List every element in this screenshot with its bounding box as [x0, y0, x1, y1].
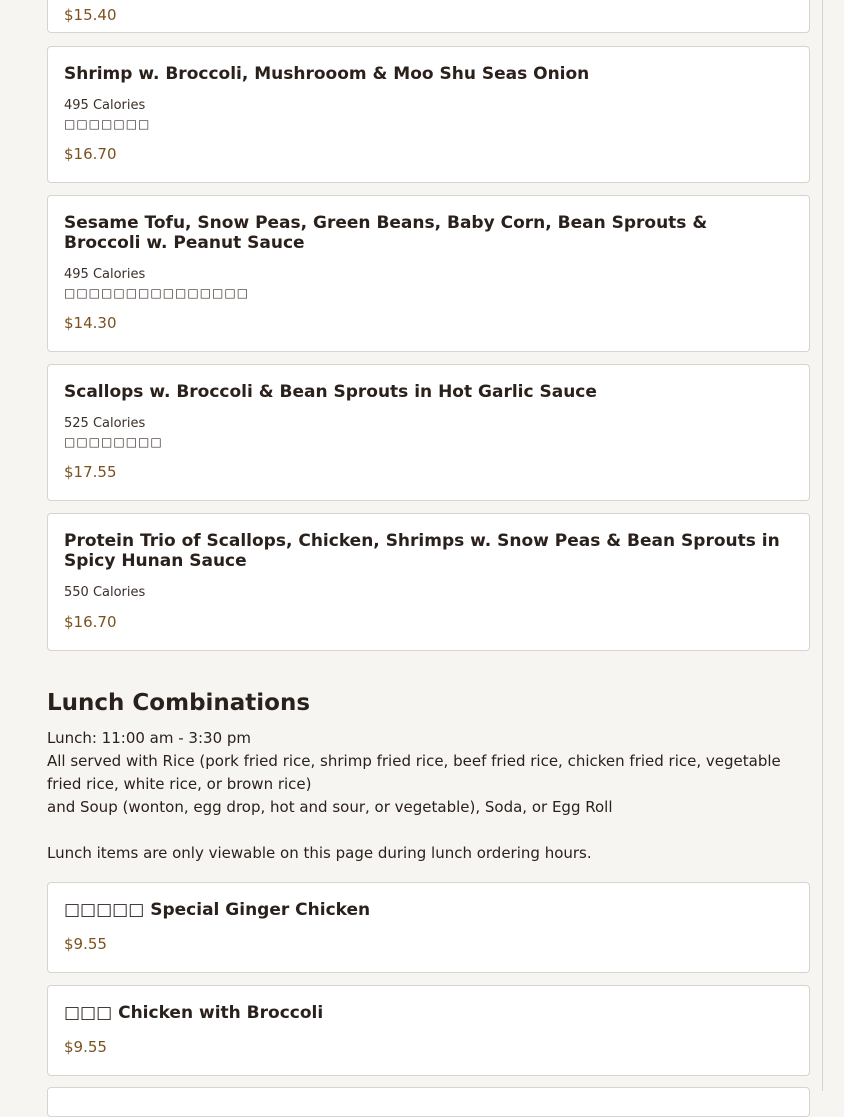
item-price: $17.55: [64, 463, 117, 481]
menu-item-card[interactable]: [47, 882, 810, 973]
item-price: $16.70: [64, 145, 117, 163]
menu-item-card[interactable]: [47, 985, 810, 1076]
item-calories: 495 Calories: [64, 98, 146, 113]
item-name: □□□ Chicken with Broccoli: [64, 1003, 324, 1023]
item-price: $14.30: [64, 314, 117, 332]
menu-item-card[interactable]: [47, 46, 810, 183]
menu-item-card[interactable]: [47, 513, 810, 651]
item-calories: 550 Calories: [64, 585, 146, 600]
item-chinese-name: □□□□□□□: [64, 117, 151, 131]
menu-item-card[interactable]: [47, 0, 810, 33]
item-price: $16.70: [64, 613, 117, 631]
item-chinese-name: □□□□□□□□: [64, 435, 163, 449]
item-price: $9.55: [64, 1038, 107, 1056]
scroll-divider: [822, 0, 823, 1091]
menu-item-card[interactable]: [47, 1087, 810, 1117]
item-name: Shrimp w. Broccoli, Mushrooom & Moo Shu Seas Onion: [64, 64, 590, 84]
lunch-note: Lunch items are only viewable on this page during lunch ordering hours.: [47, 844, 592, 862]
item-name: Scallops w. Broccoli & Bean Sprouts in Hot Garlic Sauce: [64, 382, 597, 402]
menu-item-card[interactable]: [47, 195, 810, 352]
item-calories: 495 Calories: [64, 267, 146, 282]
lunch-extras: and Soup (wonton, egg drop, hot and sour, or vegetable), Soda, or Egg Roll: [47, 798, 613, 816]
menu-item-card[interactable]: [47, 364, 810, 501]
lunch-rice-options: All served with Rice (pork fried rice, shrimp fried rice, beef fried rice, chicken fried rice, vegetable fried rice, white rice, or brown rice): [47, 752, 781, 793]
section-title: Lunch Combinations: [47, 690, 311, 716]
item-name: □□□□□ Special Ginger Chicken: [64, 900, 371, 920]
item-name: Protein Trio of Scallops, Chicken, Shrimps w. Snow Peas & Bean Sprouts in Spicy Hunan Sauce: [64, 531, 780, 571]
item-price: $9.55: [64, 935, 107, 953]
item-chinese-name: □□□□□□□□□□□□□□□: [64, 286, 250, 300]
lunch-hours: Lunch: 11:00 am - 3:30 pm: [47, 729, 252, 747]
item-calories: 525 Calories: [64, 416, 146, 431]
item-name: Sesame Tofu, Snow Peas, Green Beans, Baby Corn, Bean Sprouts & Broccoli w. Peanut Sauce: [64, 213, 708, 253]
item-price: $15.40: [64, 6, 117, 24]
